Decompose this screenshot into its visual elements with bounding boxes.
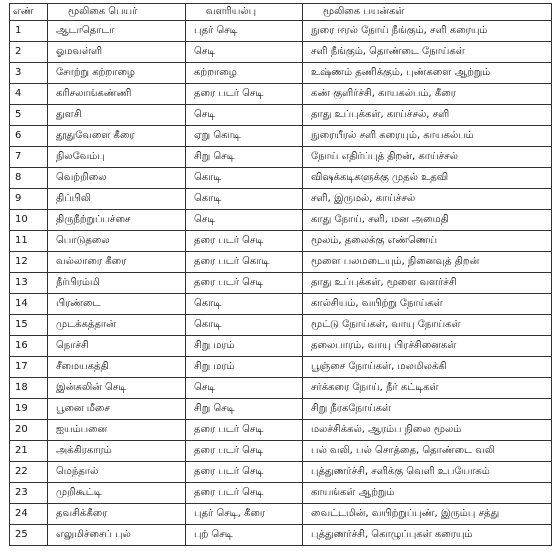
herb-name: ஓமவள்ளி bbox=[48, 42, 186, 63]
table-row bbox=[10, 42, 552, 63]
herb-uses: நுரையீரல் சளி கரையும், காயகல்பம் bbox=[303, 126, 552, 147]
table-row bbox=[10, 21, 552, 42]
herb-name: திருநீற்றுப்பச்சை bbox=[48, 210, 186, 231]
herb-uses: காயங்கள் ஆற்றும் bbox=[303, 483, 552, 504]
table-row bbox=[10, 147, 552, 168]
herb-table-page bbox=[9, 3, 551, 546]
herb-name: பிரண்டை bbox=[48, 294, 186, 315]
herb-name: நொச்சி bbox=[48, 336, 186, 357]
growth-habit: தரை படர் செடி bbox=[186, 483, 303, 504]
herb-name: முடக்கத்தான் bbox=[48, 315, 186, 336]
herb-name: ஆடாதொடா bbox=[48, 21, 186, 42]
header-herb-uses: மூலிகை பயன்கள் bbox=[303, 4, 552, 21]
growth-habit: கொடி bbox=[186, 189, 303, 210]
growth-habit: கற்றாழை bbox=[186, 63, 303, 84]
herb-uses: புத்துணர்ச்சி, கொழுப்புகள் கரையும் bbox=[303, 525, 552, 546]
table-row bbox=[10, 420, 552, 441]
growth-habit: தரை படர் செடி bbox=[186, 441, 303, 462]
growth-habit: புற் செடி bbox=[186, 525, 303, 546]
growth-habit: சிறு செடி bbox=[186, 399, 303, 420]
herb-name: நிலவேம்பு bbox=[48, 147, 186, 168]
row-number: 1 bbox=[10, 21, 48, 42]
table-row bbox=[10, 294, 552, 315]
herb-name: துளசி bbox=[48, 105, 186, 126]
table-row bbox=[10, 168, 552, 189]
growth-habit: கொடி bbox=[186, 294, 303, 315]
herb-name: தவசிக்கீரை bbox=[48, 504, 186, 525]
herb-name: சீமையகத்தி bbox=[48, 357, 186, 378]
row-number: 3 bbox=[10, 63, 48, 84]
table-row bbox=[10, 315, 552, 336]
herb-name: இன்சுலின் செடி bbox=[48, 378, 186, 399]
herb-uses: சர்க்கரை நோய், நீர் கட்டிகள் bbox=[303, 378, 552, 399]
row-number: 20 bbox=[10, 420, 48, 441]
herb-name: வெற்றிலை bbox=[48, 168, 186, 189]
herb-uses: விஷக்கடிகளுக்கு முதல் உதவி bbox=[303, 168, 552, 189]
table-row bbox=[10, 399, 552, 420]
growth-habit: தரை படர் செடி bbox=[186, 84, 303, 105]
herb-uses: மூளை பலமடையும், நினைவுத் திறன் bbox=[303, 252, 552, 273]
herb-uses: தாது உப்புக்கள், காய்ச்சல், சளி bbox=[303, 105, 552, 126]
growth-habit: சிறு செடி bbox=[186, 147, 303, 168]
row-number: 11 bbox=[10, 231, 48, 252]
herb-uses: சளி நீங்கும், தொண்டை நோய்கள் bbox=[303, 42, 552, 63]
table-row bbox=[10, 504, 552, 525]
herb-uses: மலச்சிக்கல், ஆரம்ப நிலை மூலம் bbox=[303, 420, 552, 441]
table-row bbox=[10, 378, 552, 399]
herb-uses: மூலம், தலைக்கு எண்ணெய் bbox=[303, 231, 552, 252]
table-row bbox=[10, 189, 552, 210]
herb-uses: பல் வலி, பல் சொத்தை, தொண்டை வலி bbox=[303, 441, 552, 462]
herb-uses: உஷ்ணம் தணிக்கும், புண்களை ஆற்றும் bbox=[303, 63, 552, 84]
herb-uses: புத்துணர்ச்சி, சளிக்கு வெளி உபயோகம் bbox=[303, 462, 552, 483]
row-number: 2 bbox=[10, 42, 48, 63]
row-number: 17 bbox=[10, 357, 48, 378]
herb-name: மெந்தால் bbox=[48, 462, 186, 483]
herb-uses: நுரை ஈரல் நோய் நீங்கும், சளி கரையும் bbox=[303, 21, 552, 42]
growth-habit: சிறு மரம் bbox=[186, 336, 303, 357]
row-number: 19 bbox=[10, 399, 48, 420]
row-number: 13 bbox=[10, 273, 48, 294]
herb-name: ஐயம்பனை bbox=[48, 420, 186, 441]
herb-name: சோற்று கற்றாழை bbox=[48, 63, 186, 84]
herb-table bbox=[9, 3, 552, 546]
row-number: 15 bbox=[10, 315, 48, 336]
growth-habit: புதர் செடி bbox=[186, 21, 303, 42]
header-growth-habit: வளரியல்பு bbox=[186, 4, 303, 21]
row-number: 12 bbox=[10, 252, 48, 273]
growth-habit: தரை படர் செடி bbox=[186, 420, 303, 441]
table-body bbox=[10, 21, 552, 546]
herb-name: பொடுதலை bbox=[48, 231, 186, 252]
table-row bbox=[10, 210, 552, 231]
herb-name: நீர்பிரம்மி bbox=[48, 273, 186, 294]
herb-uses: கண் குளிர்ச்சி, காயகல்பம், கீரை bbox=[303, 84, 552, 105]
row-number: 5 bbox=[10, 105, 48, 126]
herb-name: தூதுவேளை கீரை bbox=[48, 126, 186, 147]
growth-habit: செடி bbox=[186, 105, 303, 126]
herb-uses: சளி, இருமல், காய்ச்சல் bbox=[303, 189, 552, 210]
row-number: 10 bbox=[10, 210, 48, 231]
header-number: எண் bbox=[10, 4, 48, 21]
herb-uses: சிறு நீரகநோய்கள் bbox=[303, 399, 552, 420]
herb-name: திப்பிலி bbox=[48, 189, 186, 210]
header-row bbox=[10, 4, 552, 21]
row-number: 21 bbox=[10, 441, 48, 462]
table-row bbox=[10, 252, 552, 273]
herb-name: முறிகூட்டி bbox=[48, 483, 186, 504]
table-row bbox=[10, 84, 552, 105]
row-number: 6 bbox=[10, 126, 48, 147]
row-number: 14 bbox=[10, 294, 48, 315]
table-row bbox=[10, 105, 552, 126]
table-row bbox=[10, 231, 552, 252]
growth-habit: கொடி bbox=[186, 168, 303, 189]
table-row bbox=[10, 483, 552, 504]
growth-habit: செடி bbox=[186, 378, 303, 399]
row-number: 24 bbox=[10, 504, 48, 525]
row-number: 23 bbox=[10, 483, 48, 504]
growth-habit: ஏறு கொடி bbox=[186, 126, 303, 147]
row-number: 8 bbox=[10, 168, 48, 189]
herb-uses: பூஞ்சை நோய்கள், மலமிலக்கி bbox=[303, 357, 552, 378]
growth-habit: சிறு மரம் bbox=[186, 357, 303, 378]
row-number: 4 bbox=[10, 84, 48, 105]
growth-habit: தரை படர் கொடி bbox=[186, 252, 303, 273]
growth-habit: தரை படர் செடி bbox=[186, 273, 303, 294]
table-row bbox=[10, 357, 552, 378]
herb-uses: தாது உப்புக்கள், மூளை வளர்ச்சி bbox=[303, 273, 552, 294]
row-number: 22 bbox=[10, 462, 48, 483]
herb-name: அக்கிரகாரம் bbox=[48, 441, 186, 462]
herb-uses: கால்சியம், வயிற்று நோய்கள் bbox=[303, 294, 552, 315]
growth-habit: தரை படர் செடி bbox=[186, 462, 303, 483]
row-number: 18 bbox=[10, 378, 48, 399]
growth-habit: புதர் செடி, கீரை bbox=[186, 504, 303, 525]
herb-uses: நோய் எதிர்ப்புத் திறன், காய்ச்சல் bbox=[303, 147, 552, 168]
table-row bbox=[10, 273, 552, 294]
growth-habit: செடி bbox=[186, 42, 303, 63]
table-row bbox=[10, 126, 552, 147]
row-number: 9 bbox=[10, 189, 48, 210]
herb-name: வல்லாரை கீரை bbox=[48, 252, 186, 273]
table-row bbox=[10, 462, 552, 483]
growth-habit: செடி bbox=[186, 210, 303, 231]
growth-habit: கொடி bbox=[186, 315, 303, 336]
growth-habit: தரை படர் செடி bbox=[186, 231, 303, 252]
row-number: 7 bbox=[10, 147, 48, 168]
herb-uses: காது நோய், சளி, மன அமைதி bbox=[303, 210, 552, 231]
table-row bbox=[10, 63, 552, 84]
herb-uses: தலைபாரம், வாயு பிரச்சினைகள் bbox=[303, 336, 552, 357]
table-row bbox=[10, 525, 552, 546]
herb-name: எலுமிச்சைப் புல் bbox=[48, 525, 186, 546]
table-row bbox=[10, 441, 552, 462]
herb-name: பூனை மீசை bbox=[48, 399, 186, 420]
table-row bbox=[10, 336, 552, 357]
row-number: 16 bbox=[10, 336, 48, 357]
herb-name: கரிசலாங்கண்ணி bbox=[48, 84, 186, 105]
herb-uses: மூட்டு நோய்கள், வாயு நோய்கள் bbox=[303, 315, 552, 336]
herb-uses: வைட்டமின், வயிற்றுப்புண், இரும்பு சத்து bbox=[303, 504, 552, 525]
header-herb-name: மூலிகை பெயர் bbox=[48, 4, 186, 21]
row-number: 25 bbox=[10, 525, 48, 546]
